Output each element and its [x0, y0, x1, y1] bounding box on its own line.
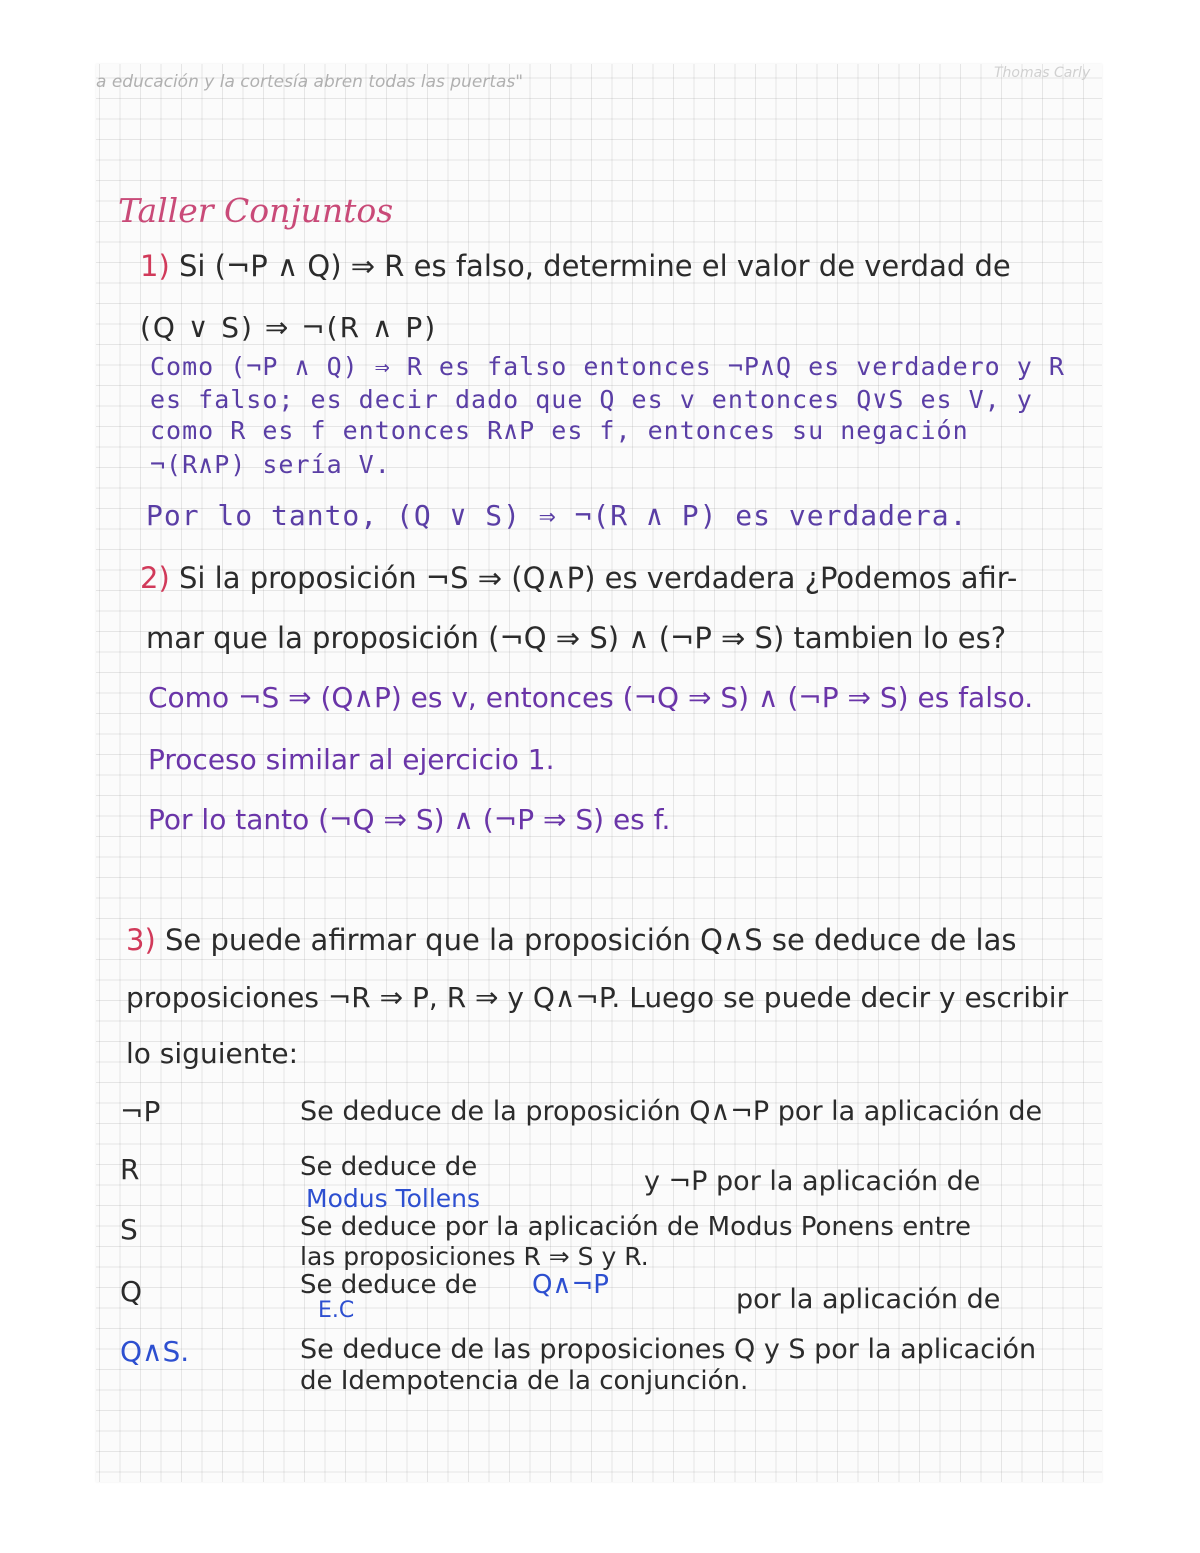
ex3-question-line2: proposiciones ¬R ⇒ P, R ⇒ y Q∧¬P. Luego se puede decir y escribir	[126, 981, 1069, 1014]
ex1-answer-line3: como R es f entonces R∧P es f, entonces su negación	[150, 416, 969, 445]
row4-symbol: Q	[120, 1275, 143, 1308]
ex1-question-line2: (Q ∨ S) ⇒ ¬(R ∧ P)	[140, 311, 438, 344]
row1-text: Se deduce de la proposición Q∧¬P por la aplicación de	[300, 1096, 1043, 1127]
row4-rule: E.C	[318, 1298, 355, 1323]
row4-text: Se deduce de	[300, 1270, 478, 1300]
ex3-question-text1: Se puede afirmar que la proposición Q∧S se deduce de las	[164, 923, 1017, 957]
ex1-number: 1)	[140, 249, 170, 283]
ex2-question-line1	[140, 561, 1018, 595]
ex2-number: 2)	[140, 561, 170, 595]
ex2-answer-line3: Por lo tanto (¬Q ⇒ S) ∧ (¬P ⇒ S) es f.	[148, 803, 671, 836]
ex2-answer-line2: Proceso similar al ejercicio 1.	[148, 743, 555, 776]
page-title: Taller Conjuntos	[118, 191, 394, 230]
ex1-answer-line2: es falso; es decir dado que Q es v entonces Q∨S es V, y	[150, 385, 1033, 414]
row3-symbol: S	[120, 1213, 138, 1246]
row5-text: Se deduce de las proposiciones Q y S por la aplicación	[300, 1334, 1037, 1365]
ex1-answer-line1: Como (¬P ∧ Q) ⇒ R es falso entonces ¬P∧Q es verdadero y R	[150, 352, 1065, 381]
row4-formula: Q∧¬P	[532, 1270, 609, 1300]
row2-text-b: y ¬P por la aplicación de	[644, 1166, 981, 1197]
ex2-question-text1: Si la proposición ¬S ⇒ (Q∧P) es verdadera ¿Podemos afir-	[178, 561, 1018, 595]
header-quote: a educación y la cortesía abren todas las puertas"	[96, 72, 524, 92]
row5-text2: de Idempotencia de la conjunción.	[300, 1366, 749, 1396]
row3-text2: las proposiciones R ⇒ S y R.	[300, 1242, 649, 1271]
header-author: Thomas Carly	[994, 65, 1091, 81]
ex3-number: 3)	[126, 923, 156, 957]
row2-rule: Modus Tollens	[306, 1184, 481, 1213]
row3-text: Se deduce por la aplicación de Modus Ponens entre	[300, 1212, 971, 1242]
ex1-question-text1: Si (¬P ∧ Q) ⇒ R es falso, determine el valor de verdad de	[178, 249, 1011, 283]
ex1-conclusion: Por lo tanto, (Q ∨ S) ⇒ ¬(R ∧ P) es verdadera.	[146, 499, 968, 532]
row2-symbol: R	[120, 1153, 140, 1186]
ex3-question-line3: lo siguiente:	[126, 1037, 299, 1070]
ex1-answer-line4: ¬(R∧P) sería V.	[150, 450, 391, 479]
row1-symbol: ¬P	[120, 1095, 161, 1128]
notebook-page	[96, 64, 1102, 1482]
ex3-question-line1	[126, 923, 1017, 957]
ex1-question-line1	[140, 249, 1011, 283]
ex2-question-line2: mar que la proposición (¬Q ⇒ S) ∧ (¬P ⇒ S) tambien lo es?	[146, 621, 1007, 655]
row2-text: Se deduce de	[300, 1152, 478, 1182]
ex2-answer-line1: Como ¬S ⇒ (Q∧P) es v, entonces (¬Q ⇒ S) ∧ (¬P ⇒ S) es falso.	[148, 681, 1034, 714]
row5-symbol: Q∧S.	[120, 1335, 190, 1368]
row4-text-b: por la aplicación de	[736, 1284, 1001, 1315]
